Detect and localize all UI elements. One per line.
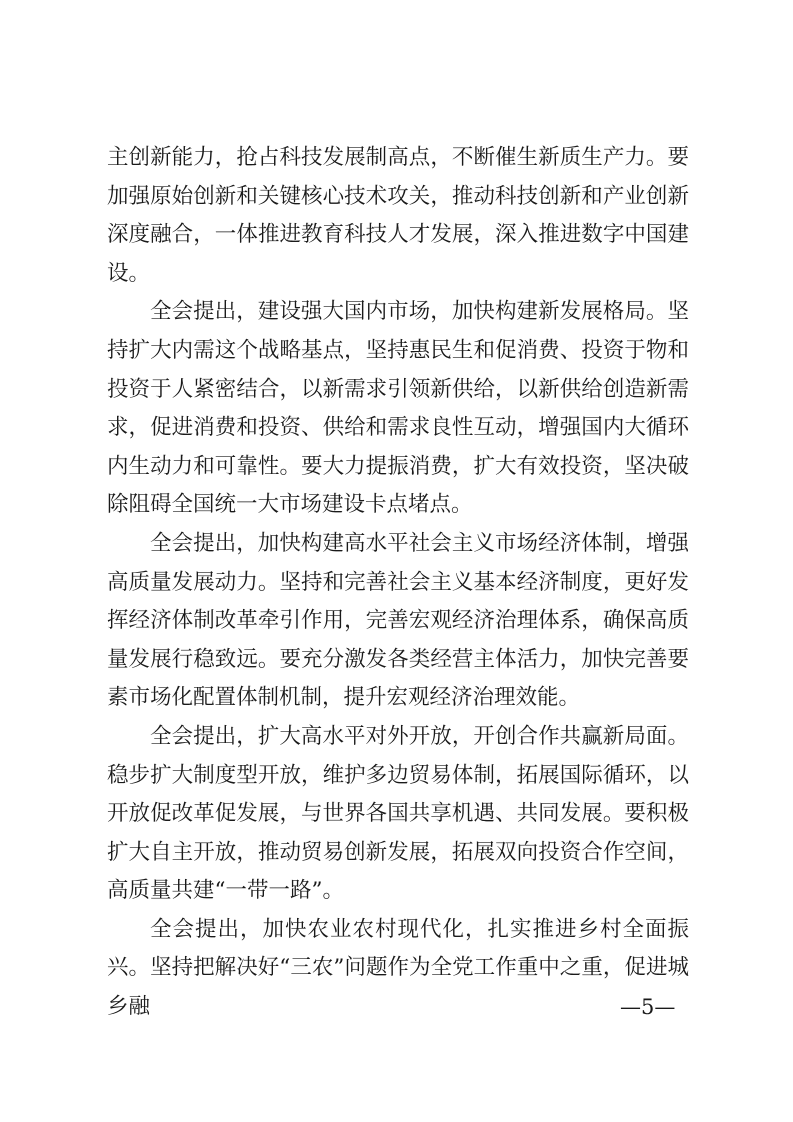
paragraph-market-economy: 全会提出，加快构建高水平社会主义市场经济体制，增强高质量发展动力。坚持和完善社会主义基本经济制度，更好发挥经济体制改革牵引作用，完善宏观经济治理体系，确保高质量发展行稳致远。要充分激发各类经营主体活力，加快完善要素市场化配置体制机制，提升宏观经济治理效能。 [107,530,689,711]
page-number: —5— [620,995,676,1019]
paragraph-continuation: 主创新能力，抢占科技发展制高点，不断催生新质生产力。要加强原始创新和关键核心技术攻关，推动科技创新和产业创新深度融合，一体推进教育科技人才发展，深入推进数字中国建设。 [107,145,689,286]
paragraph-domestic-market: 全会提出，建设强大国内市场，加快构建新发展格局。坚持扩大内需这个战略基点，坚持惠民生和促消费、投资于物和投资于人紧密结合，以新需求引领新供给，以新供给创造新需求，促进消费和投资、供给和需求良性互动，增强国内大循环内生动力和可靠性。要大力提振消费，扩大有效投资，坚决破除阻碍全国统一大市场建设卡点堵点。 [107,299,689,518]
paragraph-opening-up: 全会提出，扩大高水平对外开放，开创合作共赢新局面。稳步扩大制度型开放，维护多边贸易体制，拓展国际循环，以开放促改革促发展，与世界各国共享机遇、共同发展。要积极扩大自主开放，推动贸易创新发展，拓展双向投资合作空间，高质量共建“一带一路”。 [107,723,689,904]
paragraph-rural-modernization: 全会提出，加快农业农村现代化，扎实推进乡村全面振兴。坚持把解决好“三农”问题作为全党工作重中之重，促进城乡融 [107,916,689,1020]
body-text [107,139,689,1027]
